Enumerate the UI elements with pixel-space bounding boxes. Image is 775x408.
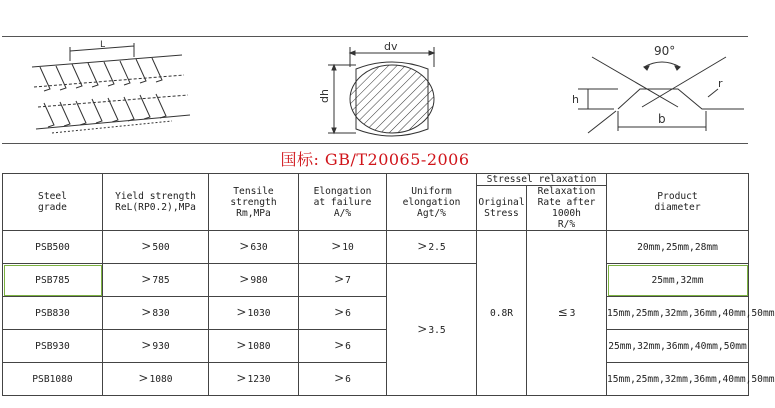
header-yield-strength: [103, 174, 209, 231]
header-elongation: [299, 174, 387, 231]
header-original-stress: [477, 186, 527, 231]
elongation-value: 7: [345, 275, 351, 286]
elongation-value: 6: [345, 308, 351, 319]
cell-grade: PSB830: [3, 297, 103, 330]
cell-grade: PSB930: [3, 330, 103, 363]
thread-profile-drawing: [558, 37, 748, 143]
cell-yield: [103, 297, 209, 330]
header-stress-relaxation: Stressel relaxation: [477, 174, 607, 186]
diagram-strip: [2, 36, 748, 144]
header-original-line2: Stress: [484, 208, 519, 219]
tensile-value: 1080: [247, 341, 271, 352]
cell-diameter: 15mm,25mm,32mm,36mm,40mm,50mm: [607, 363, 749, 396]
header-uniform-line1: Uniform: [411, 185, 452, 197]
ge-sign-icon: >: [334, 371, 345, 385]
header-relax-line4: R/%: [557, 219, 576, 230]
header-steel-grade: [3, 174, 103, 231]
elongation-value: 6: [345, 341, 351, 352]
ge-sign-icon: >: [417, 321, 428, 336]
tensile-value: 1030: [247, 308, 271, 319]
header-steel-grade-line1: Steel: [38, 191, 67, 202]
header-elongation-line2: at failure: [313, 196, 372, 208]
ge-sign-icon: >: [141, 338, 152, 352]
cell-relaxation-rate: [527, 231, 607, 396]
tensile-value: 1230: [247, 374, 271, 385]
standard-title: 国标: GB/T20065-2006: [280, 150, 470, 169]
cell-tensile: [209, 264, 299, 297]
cell-yield: [103, 231, 209, 264]
cell-yield: [103, 363, 209, 396]
table-row: [3, 330, 749, 363]
rebar-drawing: [22, 37, 202, 143]
thread-angle-label: 90°: [654, 44, 676, 58]
thread-r-label: r: [718, 77, 723, 90]
tensile-value: 980: [250, 275, 268, 286]
yield-value: 785: [152, 275, 170, 286]
header-relax-line1: Relaxation: [537, 186, 596, 197]
cell-diameter: 20mm,25mm,28mm: [607, 231, 749, 264]
cell-yield: [103, 330, 209, 363]
header-relax-line3: 1000h: [552, 208, 581, 219]
tensile-value: 630: [250, 242, 268, 253]
header-row-top: [3, 174, 749, 186]
table-row: [3, 231, 749, 264]
header-uniform-elongation: [387, 174, 477, 231]
cell-yield: [103, 264, 209, 297]
rebar-length-label: L: [100, 40, 106, 50]
ge-sign-icon: >: [236, 371, 247, 385]
ge-sign-icon: >: [138, 371, 149, 385]
table-row: [3, 363, 749, 396]
header-relaxation-rate: [527, 186, 607, 231]
section-dv-label: dv: [384, 40, 398, 53]
relaxation-value: 3: [569, 308, 576, 319]
cell-tensile: [209, 363, 299, 396]
header-original-line1: Original: [478, 197, 525, 208]
header-diameter-line2: diameter: [654, 202, 701, 213]
ge-sign-icon: >: [236, 338, 247, 352]
thread-h-label: h: [572, 93, 579, 106]
cell-tensile: [209, 231, 299, 264]
rebar-diagram: [22, 37, 202, 143]
header-tensile-strength: [209, 174, 299, 231]
ge-sign-icon: >: [334, 338, 345, 352]
header-steel-grade-line2: grade: [38, 202, 67, 213]
ge-sign-icon: >: [141, 305, 152, 319]
header-elongation-line1: Elongation: [313, 185, 372, 197]
cell-diameter: 25mm,32mm: [607, 264, 749, 297]
header-uniform-line3: Agt/%: [417, 207, 446, 219]
elongation-value: 10: [342, 242, 354, 253]
section-diagram: [298, 37, 468, 143]
header-elongation-line3: A/%: [333, 207, 352, 219]
yield-value: 500: [152, 242, 170, 253]
yield-value: 830: [152, 308, 170, 319]
cell-uniform-group: [387, 264, 477, 396]
ge-sign-icon: >: [141, 239, 152, 253]
ge-sign-icon: >: [334, 305, 345, 319]
cell-tensile: [209, 330, 299, 363]
cell-uniform: [387, 231, 477, 264]
header-tensile-line1: Tensile: [233, 185, 274, 197]
cell-elongation: [299, 330, 387, 363]
yield-value: 930: [152, 341, 170, 352]
ge-sign-icon: >: [239, 272, 250, 286]
cell-elongation: [299, 363, 387, 396]
ge-sign-icon: >: [236, 305, 247, 319]
table-row: [3, 264, 749, 297]
header-uniform-line2: elongation: [402, 196, 461, 208]
thread-b-label: b: [658, 112, 666, 126]
cell-diameter: 15mm,25mm,32mm,36mm,40mm,50mm: [607, 297, 749, 330]
ge-sign-icon: >: [141, 272, 152, 286]
cell-grade: PSB785: [3, 264, 103, 297]
header-tensile-line2: strength: [230, 196, 277, 208]
cell-original-stress: 0.8R: [477, 231, 527, 396]
cell-elongation: [299, 264, 387, 297]
spec-table: [2, 173, 775, 396]
ge-sign-icon: >: [417, 239, 428, 253]
header-yield-line2: ReL(RP0.2),MPa: [115, 202, 196, 213]
cell-grade: PSB1080: [3, 363, 103, 396]
le-sign-icon: ≤: [557, 305, 568, 319]
table-row: [3, 297, 749, 330]
uniform-value: 2.5: [428, 242, 446, 253]
ge-sign-icon: >: [334, 272, 345, 286]
cell-tensile: [209, 297, 299, 330]
header-yield-line1: Yield strength: [115, 191, 196, 202]
thread-profile-diagram: [558, 37, 748, 143]
cell-diameter: 25mm,32mm,36mm,40mm,50mm: [607, 330, 749, 363]
ge-sign-icon: >: [239, 239, 250, 253]
header-product-diameter: [607, 174, 749, 231]
cell-elongation: [299, 231, 387, 264]
section-drawing: [298, 37, 468, 143]
header-tensile-line3: Rm,MPa: [236, 207, 271, 219]
yield-value: 1080: [149, 374, 173, 385]
section-dh-label: dh: [318, 89, 331, 103]
ge-sign-icon: >: [331, 239, 342, 253]
elongation-value: 6: [345, 374, 351, 385]
cell-elongation: [299, 297, 387, 330]
standard-title-bar: [2, 142, 748, 174]
uniform-group-value: 3.5: [428, 324, 446, 336]
header-diameter-line1: Product: [657, 191, 698, 202]
cell-grade: PSB500: [3, 231, 103, 264]
header-relax-line2: Rate after: [537, 197, 596, 208]
